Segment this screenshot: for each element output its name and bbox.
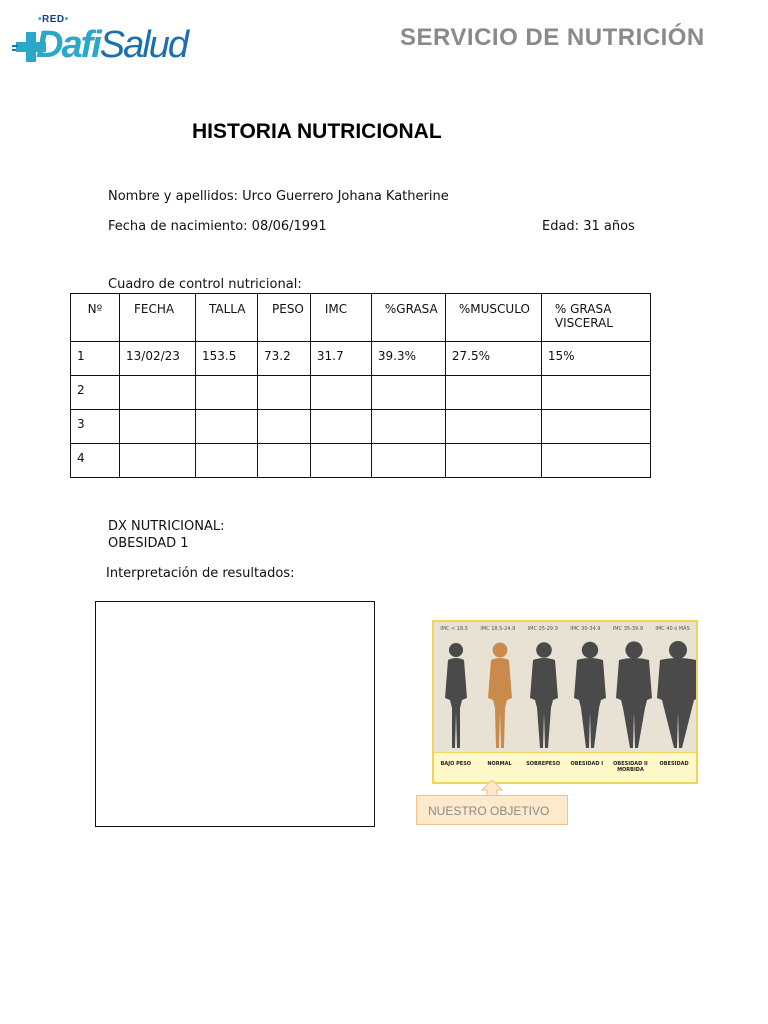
bmi-category: NORMAL: [487, 761, 512, 767]
cell: [371, 444, 445, 478]
cell: [310, 410, 371, 444]
header-bmi: IMC: [310, 294, 371, 342]
header-weight: PESO: [258, 294, 311, 342]
body-silhouette: [574, 642, 606, 748]
cell: [371, 376, 445, 410]
cell: [120, 376, 196, 410]
bmi-range: IMC 35-39.9: [612, 626, 643, 632]
bmi-ranges: [434, 626, 696, 632]
header-number: Nº: [71, 294, 120, 342]
table-row: [71, 376, 651, 410]
cell: 39.3%: [371, 342, 445, 376]
cell: 4: [71, 444, 120, 478]
table-row: [71, 342, 651, 376]
diagnosis-label: DX NUTRICIONAL:: [108, 519, 225, 534]
table-row: [71, 410, 651, 444]
document-title: HISTORIA NUTRICIONAL: [192, 120, 442, 143]
cell: 153.5: [196, 342, 258, 376]
cell: [196, 444, 258, 478]
bmi-range: IMC < 18.5: [440, 626, 468, 632]
cell: [445, 444, 541, 478]
header-date: FECHA: [120, 294, 196, 342]
bmi-range: IMC 40 ó MÁS: [655, 626, 690, 632]
cell: [541, 410, 650, 444]
table-header-row: [71, 294, 651, 342]
body-silhouette: [616, 641, 652, 748]
birth-date: Fecha de nacimiento: 08/06/1991: [108, 219, 327, 234]
body-silhouette: [530, 642, 558, 748]
patient-age: Edad: 31 años: [542, 219, 635, 234]
cell: [445, 410, 541, 444]
cell: [196, 410, 258, 444]
cell: [120, 444, 196, 478]
cell: 15%: [541, 342, 650, 376]
cell: [541, 444, 650, 478]
body-silhouettes: [434, 636, 696, 752]
cell: [258, 444, 311, 478]
bmi-category: SOBREPESO: [526, 761, 561, 767]
interpretation-box: [95, 601, 375, 827]
cell: 3: [71, 410, 120, 444]
cell: 73.2: [258, 342, 311, 376]
interpretation-label: Interpretación de resultados:: [106, 566, 295, 581]
patient-name: Nombre y apellidos: Urco Guerrero Johana Katherine: [108, 189, 449, 204]
bmi-categories: [434, 752, 696, 782]
service-title: SERVICIO DE NUTRICIÓN: [400, 24, 705, 51]
cell: 27.5%: [445, 342, 541, 376]
bmi-body-figure: [432, 620, 698, 784]
body-silhouette: [445, 643, 467, 748]
cell: 31.7: [310, 342, 371, 376]
bmi-category: OBESIDAD I: [570, 761, 604, 767]
goal-label: NUESTRO OBJETIVO: [416, 795, 568, 825]
cell: 13/02/23: [120, 342, 196, 376]
bmi-category: BAJO PESO: [440, 761, 472, 767]
body-silhouette: [488, 643, 512, 748]
cell: [258, 376, 311, 410]
table-caption: Cuadro de control nutricional:: [108, 277, 302, 292]
bmi-category: OBESIDAD: [659, 761, 689, 767]
bmi-category: OBESIDAD II MORBIDA: [613, 761, 648, 773]
table-row: [71, 444, 651, 478]
cell: [371, 410, 445, 444]
nutrition-control-table: [70, 293, 651, 478]
diagnosis-value: OBESIDAD 1: [108, 536, 189, 551]
cell: [258, 410, 311, 444]
header-muscle: %MUSCULO: [445, 294, 541, 342]
header-visceral-fat: % GRASA VISCERAL: [541, 294, 650, 342]
cell: [541, 376, 650, 410]
logo-prefix: •RED•: [38, 14, 69, 25]
cell: 2: [71, 376, 120, 410]
cell: [310, 444, 371, 478]
cell: [120, 410, 196, 444]
header-height: TALLA: [196, 294, 258, 342]
cell: [310, 376, 371, 410]
bmi-range: IMC 18.5-24.9: [480, 626, 516, 632]
header-fat: %GRASA: [371, 294, 445, 342]
cell: 1: [71, 342, 120, 376]
dafisalud-logo: [12, 14, 187, 70]
bmi-range: IMC 25-29.9: [527, 626, 558, 632]
cell: [196, 376, 258, 410]
logo-wordmark: DafiSalud: [36, 24, 187, 66]
body-silhouette: [657, 641, 696, 748]
cell: [445, 376, 541, 410]
bmi-range: IMC 30-34.9: [570, 626, 601, 632]
